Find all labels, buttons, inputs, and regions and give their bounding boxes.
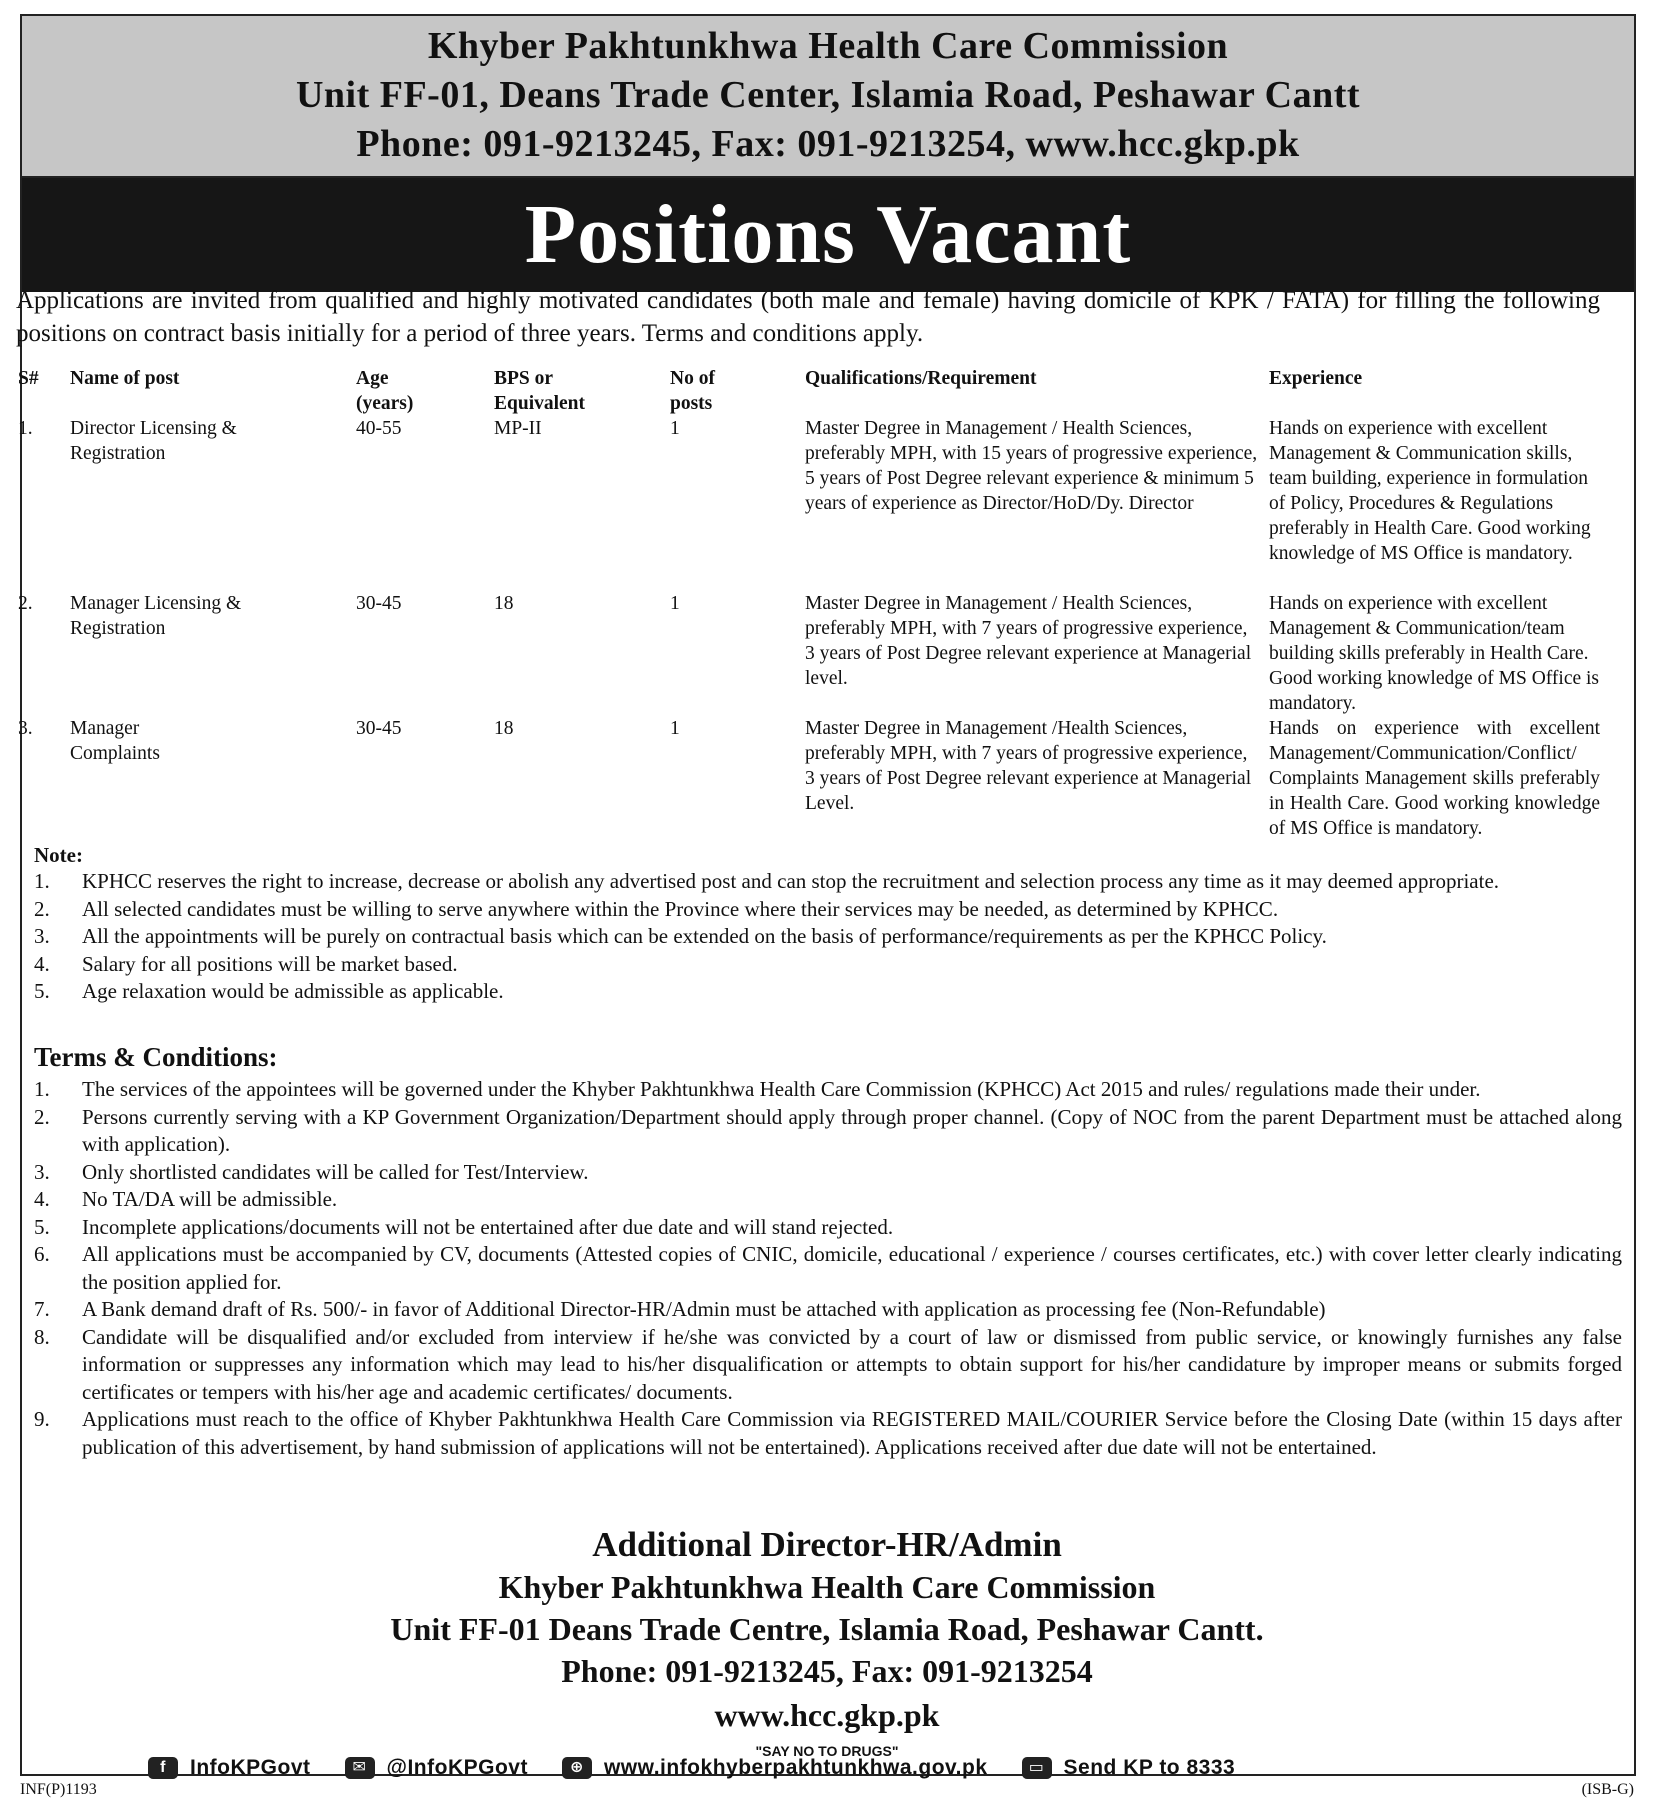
social-label: www.infokhyberpakhtunkhwa.gov.pk	[603, 1756, 988, 1779]
item-text: KPHCC reserves the right to increase, decrease or abolish any advertised post and can stop the recruitment and selection process any time as it may deemed appropriate.	[82, 869, 1500, 893]
cell-age: 40-55	[356, 418, 402, 439]
cell-posts: 1	[670, 718, 680, 739]
item-text: Candidate will be disqualified and/or excluded from interview if he/she was convicted by a court of law or dismissed from public service, or knowingly furnishes any false information or suppresses any information which may lead to his/her disqualification or attempts to obtain support for his/her candidature by improper means or submits forged certificates or tempers with his/her age and academic certificates/ documents.	[82, 1324, 1622, 1404]
cell-sn: 3.	[18, 718, 33, 739]
post-name-line-2: Registration	[70, 618, 166, 639]
terms-list	[34, 1076, 1622, 1461]
cell-age: 30-45	[356, 593, 402, 614]
twitter-icon: ✉	[345, 1757, 375, 1779]
item-number: 2.	[34, 896, 50, 921]
list-item	[34, 1214, 1622, 1242]
col-header-sn: S#	[18, 368, 39, 389]
list-item	[34, 896, 1622, 924]
item-text: Persons currently serving with a KP Government Organization/Department should apply through proper channel. (Copy of NOC from the parent Department must be attached along with application).	[82, 1104, 1622, 1156]
item-text: Applications must reach to the office of Khyber Pakhtunkhwa Health Care Commission via REGISTERED MAIL/COURIER Service before the Closing Date (within 15 days after publication of this advertisement, by hand submission of applications will not be entertained). Applications received after due date will not be entertained.	[82, 1407, 1622, 1459]
cell-sn: 2.	[18, 593, 33, 614]
col-header-posts	[666, 366, 801, 416]
list-item	[34, 1104, 1622, 1159]
list-item	[34, 868, 1622, 896]
item-number: 6.	[34, 1242, 50, 1266]
col-header-bps-2: Equivalent	[494, 393, 586, 414]
header-org: Khyber Pakhtunkhwa Health Care Commission	[427, 25, 1229, 67]
list-item	[34, 1241, 1622, 1296]
list-item	[34, 1076, 1622, 1104]
item-number: 4.	[34, 951, 50, 976]
slogan: "SAY NO TO DRUGS"	[755, 1743, 899, 1759]
post-name-line-1: Director Licensing &	[70, 418, 237, 439]
col-header-bps	[490, 366, 666, 416]
item-text: No TA/DA will be admissible.	[82, 1187, 338, 1211]
header-block	[22, 16, 1634, 178]
cell-post-name	[66, 716, 352, 846]
signature-address: Unit FF-01 Deans Trade Centre, Islamia Road, Peshawar Cantt.	[390, 1611, 1264, 1647]
note-heading: Note:	[34, 843, 83, 867]
col-header-posts-1: No of	[670, 368, 715, 389]
col-header-age	[352, 366, 490, 416]
item-text: All the appointments will be purely on contractual basis which can be extended on the basis of performance/requirements as per the KPHCC Policy.	[82, 924, 1327, 948]
social-sms[interactable]	[1022, 1756, 1236, 1780]
item-text: The services of the appointees will be governed under the Khyber Pakhtunkhwa Health Care Commission (KPHCC) Act 2015 and rules/ regulations made their under.	[82, 1077, 1481, 1101]
item-number: 1.	[34, 1077, 50, 1101]
cell-bps: 18	[494, 593, 514, 614]
col-header-experience: Experience	[1269, 368, 1363, 389]
table-row	[14, 591, 1604, 716]
cell-qualifications: Master Degree in Management / Health Sciences, preferably MPH, with 15 years of progressive experience, 5 years of Post Degree relevant experience & minimum 5 years of experience as Director/HoD/Dy. Director	[805, 418, 1258, 514]
social-website[interactable]	[562, 1756, 988, 1780]
signature-website: www.hcc.gkp.pk	[714, 1697, 940, 1733]
list-item	[34, 1324, 1622, 1407]
cell-post-name	[66, 416, 352, 591]
header-contact: Phone: 091-9213245, Fax: 091-9213254, www.hcc.gkp.pk	[356, 123, 1300, 165]
terms-heading: Terms & Conditions:	[34, 1042, 278, 1072]
social-bar	[148, 1754, 1508, 1782]
col-header-posts-2: posts	[670, 393, 713, 414]
note-list	[34, 868, 1622, 1006]
positions-vacant-banner	[22, 178, 1634, 292]
cell-bps: 18	[494, 718, 514, 739]
list-item	[34, 1186, 1622, 1214]
cell-post-name	[66, 591, 352, 716]
cell-experience: Hands on experience with excellent Management & Communication/team building skills preferably in Health Care. Good working knowledge of MS Office is mandatory.	[1269, 593, 1600, 714]
item-number: 1.	[34, 869, 50, 893]
list-item	[34, 978, 1622, 1006]
item-text: A Bank demand draft of Rs. 500/- in favor of Additional Director-HR/Admin must be attached with application as processing fee (Non-Refundable)	[82, 1297, 1326, 1321]
signature-contact: Phone: 091-9213245, Fax: 091-9213254	[561, 1653, 1093, 1689]
list-item	[34, 951, 1622, 979]
item-number: 8.	[34, 1324, 50, 1349]
cell-bps: MP-II	[494, 418, 542, 439]
item-text: Salary for all positions will be market based.	[82, 951, 458, 976]
cell-qualifications: Master Degree in Management /Health Sciences, preferably MPH, with 7 years of progressive experience, 3 years of Post Degree relevant experience at Managerial Level.	[805, 718, 1252, 814]
cell-age: 30-45	[356, 718, 402, 739]
item-number: 4.	[34, 1187, 50, 1211]
social-facebook[interactable]	[148, 1756, 311, 1780]
social-twitter[interactable]	[345, 1756, 528, 1780]
signature-org: Khyber Pakhtunkhwa Health Care Commission	[498, 1569, 1156, 1605]
list-item	[34, 923, 1622, 951]
reference-code: (ISB-G)	[1581, 1781, 1634, 1798]
signature-block	[0, 1524, 1654, 1738]
item-text: Age relaxation would be admissible as applicable.	[82, 979, 504, 1003]
cell-posts: 1	[670, 593, 680, 614]
cell-posts: 1	[670, 418, 680, 439]
col-header-name: Name of post	[70, 368, 180, 389]
item-text: All selected candidates must be willing to serve anywhere within the Province where their services may be needed, as determined by KPHCC.	[82, 896, 1279, 921]
social-label: InfoKPGovt	[190, 1756, 311, 1779]
item-text: Incomplete applications/documents will not be entertained after due date and will stand rejected.	[82, 1214, 894, 1239]
item-number: 5.	[34, 979, 50, 1003]
item-number: 7.	[34, 1297, 50, 1321]
list-item	[34, 1159, 1622, 1187]
intro-paragraph: Applications are invited from qualified and highly motivated candidates (both male and female) having domicile of KPK / FATA) for filling the following positions on contract basis initially for a period of three years. Terms and conditions apply.	[16, 287, 1600, 347]
signature-title: Additional Director-HR/Admin	[592, 1525, 1062, 1564]
cell-experience: Hands on experience with excellent Management & Communication skills, team building, experience in formulation of Policy, Procedures & Regulations preferably in Health Care. Good working knowledge of MS Office is mandatory.	[1269, 418, 1591, 564]
list-item	[34, 1406, 1622, 1461]
globe-icon: ⊕	[562, 1757, 592, 1779]
facebook-icon: f	[148, 1757, 178, 1779]
item-number: 3.	[34, 924, 50, 948]
banner-title: Positions Vacant	[524, 188, 1132, 281]
item-number: 2.	[34, 1104, 50, 1129]
sms-icon: ▭	[1022, 1757, 1052, 1779]
col-header-age-2: (years)	[356, 393, 414, 414]
item-text: All applications must be accompanied by CV, documents (Attested copies of CNIC, domicile, educational / experience / courses certificates, etc.) with cover letter clearly indicating the position applied for.	[82, 1242, 1622, 1294]
social-label: @InfoKPGovt	[386, 1756, 528, 1779]
social-label: Send KP to 8333	[1063, 1756, 1236, 1779]
col-header-bps-1: BPS or	[494, 368, 554, 389]
col-header-age-1: Age	[356, 368, 389, 389]
post-name-line-2: Registration	[70, 443, 166, 464]
table-row	[14, 716, 1604, 846]
list-item	[34, 1296, 1622, 1324]
post-name-line-2: Complaints	[70, 743, 160, 764]
post-name-line-1: Manager	[70, 718, 140, 739]
cell-sn: 1.	[18, 418, 33, 439]
item-number: 3.	[34, 1159, 50, 1184]
table-header-row	[14, 366, 1604, 416]
item-text: Only shortlisted candidates will be called for Test/Interview.	[82, 1159, 589, 1184]
cell-qualifications: Master Degree in Management / Health Sciences, preferably MPH, with 7 years of progressive experience, 3 years of Post Degree relevant experience at Managerial level.	[805, 593, 1252, 689]
post-name-line-1: Manager Licensing &	[70, 593, 242, 614]
table-row	[14, 416, 1604, 591]
item-number: 9.	[34, 1407, 50, 1431]
cell-experience: Hands on experience with excellent Management/Communication/Conflict/ Complaints Management skills preferably in Health Care. Good working knowledge of MS Office is mandatory.	[1269, 718, 1600, 839]
item-number: 5.	[34, 1214, 50, 1239]
header-address: Unit FF-01, Deans Trade Center, Islamia Road, Peshawar Cantt	[295, 74, 1361, 116]
reference-number: INF(P)1193	[20, 1781, 97, 1798]
col-header-qualifications: Qualifications/Requirement	[805, 368, 1037, 389]
positions-table	[14, 366, 1604, 846]
